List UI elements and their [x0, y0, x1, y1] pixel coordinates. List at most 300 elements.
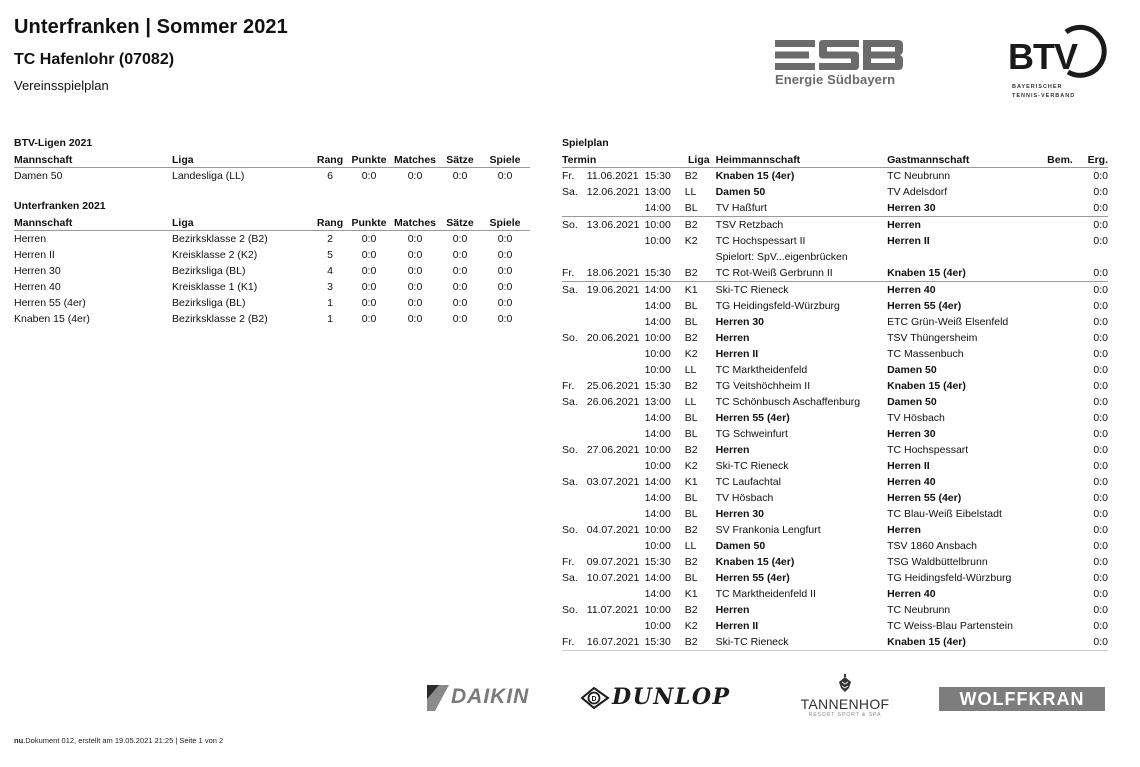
cell-home-team: Herren II: [715, 620, 759, 632]
esb-letter-e-icon: [775, 40, 815, 70]
table-row: [14, 311, 530, 327]
cell-league: B2: [684, 267, 698, 279]
cell-home-team: Damen 50: [715, 540, 766, 552]
cell-result: 0:0: [1093, 348, 1108, 360]
cell-date: 27.06.2021: [586, 444, 640, 456]
cell-date: 13.06.2021: [587, 217, 645, 234]
cell-league: BL: [684, 300, 698, 312]
cell-date: [587, 426, 645, 442]
col-header-league: Liga: [682, 152, 710, 168]
cell-home-team: TC Schönbusch Aschaffenburg: [715, 396, 861, 408]
cell-time: 15:30: [644, 170, 671, 182]
cell-time: 14:00: [645, 282, 682, 299]
cell-team: Herren 55 (4er): [14, 297, 86, 309]
cell-note: [1032, 410, 1073, 426]
cell-games: 0:0: [497, 170, 513, 182]
cell-result: 0:0: [1093, 460, 1108, 472]
cell-home-team: Damen 50: [715, 186, 766, 198]
col-header-league: Liga: [172, 152, 312, 168]
cell-result: 0:0: [1093, 300, 1108, 312]
cell-date: [587, 618, 645, 634]
cell-time: 14:00: [644, 572, 671, 584]
cell-result: 0:0: [1093, 604, 1108, 616]
cell-time: 10:00: [644, 444, 671, 456]
cell-points: 0:0: [361, 233, 377, 245]
cell-date: 11.07.2021: [586, 604, 639, 616]
cell-time: [645, 249, 682, 265]
cell-games: 0:0: [497, 233, 513, 245]
cell-league: K1: [684, 588, 698, 600]
cell-games: 0:0: [497, 265, 513, 277]
cell-rank: 2: [327, 233, 333, 245]
cell-note: [1032, 458, 1073, 474]
cell-time: 14:00: [644, 412, 671, 424]
table-row: [14, 231, 530, 248]
cell-guest-team: Herren 55 (4er): [887, 300, 962, 312]
table-row: [14, 263, 530, 279]
cell-time: 10:00: [645, 217, 682, 234]
col-header-team: Mannschaft: [14, 152, 172, 168]
cell-date: [587, 200, 645, 217]
schedule-row: [562, 282, 1108, 299]
cell-guest-team: TC Neubrunn: [887, 170, 951, 182]
table-row: [14, 295, 530, 311]
cell-note: [1032, 442, 1073, 458]
cell-league: K2: [684, 348, 698, 360]
footer: [14, 736, 223, 745]
cell-note: [1032, 249, 1073, 265]
cell-matches: 0:0: [407, 281, 423, 293]
cell-league: LL: [684, 396, 697, 408]
cell-guest-team: Damen 50: [887, 396, 937, 408]
tannenhof-logo-subtitle: RESORT SPORT & SPA: [808, 712, 882, 718]
cell-guest-team: Herren: [887, 524, 921, 536]
cell-time: 10:00: [644, 604, 671, 616]
schedule-row: [562, 490, 1108, 506]
cell-result: 0:0: [1093, 412, 1108, 424]
cell-games: 0:0: [497, 249, 513, 261]
cell-date: 09.07.2021: [586, 556, 640, 568]
cell-result: 0:0: [1093, 556, 1108, 568]
schedule-row: [562, 634, 1108, 651]
table-row: [14, 168, 530, 185]
cell-guest-team: TSV Thüngersheim: [887, 332, 978, 344]
cell-sets: 0:0: [452, 249, 468, 261]
cell-home-team: Ski-TC Rieneck: [710, 634, 888, 651]
cell-time: 14:00: [644, 316, 671, 328]
col-header-sets: Sätze: [440, 215, 480, 231]
cell-league: B2: [684, 604, 698, 616]
cell-guest-team: TC Massenbuch: [887, 348, 964, 360]
cell-result: 0:0: [1093, 444, 1108, 456]
cell-points: 0:0: [361, 170, 377, 182]
cell-time: 15:30: [645, 634, 682, 651]
cell-league: K2: [684, 620, 698, 632]
cell-date: [587, 314, 645, 330]
cell-weekday: So.: [562, 444, 578, 456]
esb-logo-mark: [775, 40, 905, 70]
cell-guest-team: Herren 40: [887, 476, 936, 488]
cell-time: 10:00: [644, 524, 671, 536]
cell-time: 10:00: [644, 460, 671, 472]
cell-home-team: Spielort: SpV...eigenbrücken: [715, 251, 848, 263]
cell-result: 0:0: [1093, 572, 1108, 584]
cell-league: B2: [682, 217, 710, 234]
cell-rank: 1: [327, 297, 333, 309]
col-header-guest: Gastmannschaft: [887, 152, 1031, 168]
cell-guest-team: TV Adelsdorf: [887, 186, 948, 198]
cell-home-team: TV Haßfurt: [715, 202, 767, 214]
cell-note: [1032, 378, 1073, 394]
btv-logo-letters: BTV: [1008, 36, 1077, 77]
document-type: Vereinsspielplan: [14, 78, 109, 93]
cell-result: 0:0: [1093, 540, 1108, 552]
cell-result: 0:0: [1093, 186, 1108, 198]
cell-league: BL: [684, 572, 698, 584]
cell-guest-team: TC Neubrunn: [887, 604, 951, 616]
cell-note: [1032, 490, 1073, 506]
cell-time: 14:00: [644, 508, 671, 520]
schedule-row: [562, 538, 1108, 554]
cell-weekday: So.: [562, 604, 578, 616]
cell-league: B2: [682, 634, 710, 651]
col-header-rank: Rang: [312, 215, 348, 231]
cell-guest-team: Herren 30: [887, 202, 936, 214]
cell-home-team: TC Hochspessart II: [715, 235, 806, 247]
cell-note: [1032, 217, 1073, 234]
schedule-row: [562, 474, 1108, 490]
cell-date: 16.07.2021: [587, 634, 645, 651]
cell-home-team: TC Laufachtal: [715, 476, 781, 488]
cell-time: 10:00: [644, 235, 671, 247]
cell-rank: 3: [327, 281, 333, 293]
cell-note: [1032, 570, 1073, 586]
schedule-row: [562, 233, 1108, 249]
cell-weekday: [562, 506, 587, 522]
cell-guest-team: TSV 1860 Ansbach: [887, 540, 977, 552]
tannenhof-logo-text: TANNENHOF: [800, 696, 890, 712]
btv-logo-line2: TENNIS-VERBAND: [1012, 93, 1076, 99]
cell-note: [1032, 200, 1073, 217]
cell-home-team: Herren 30: [715, 316, 765, 328]
cell-home-team: Herren: [715, 604, 750, 616]
cell-weekday: Fr.: [562, 267, 575, 279]
cell-weekday: [562, 200, 587, 217]
btv-leagues-title: BTV-Ligen 2021: [14, 137, 93, 149]
cell-games: 0:0: [497, 313, 513, 325]
cell-points: 0:0: [361, 281, 377, 293]
cell-result: 0:0: [1093, 492, 1108, 504]
cell-note: [1032, 265, 1073, 282]
cell-time: 15:30: [644, 556, 671, 568]
cell-time: 10:00: [644, 540, 671, 552]
cell-time: 13:00: [644, 186, 671, 198]
daikin-logo-text: DAIKIN: [451, 685, 530, 708]
cell-home-team: Herren 55 (4er): [715, 412, 790, 424]
schedule-row: [562, 184, 1108, 200]
cell-result: 0:0: [1093, 170, 1108, 182]
cell-home-team: Herren: [715, 444, 750, 456]
cell-note: [1032, 394, 1073, 410]
cell-note: [1032, 168, 1073, 185]
cell-league: Bezirksklasse 2 (B2): [172, 313, 268, 325]
cell-league: LL: [684, 364, 697, 376]
cell-home-team: SV Frankonia Lengfurt: [715, 524, 821, 536]
cell-matches: 0:0: [407, 313, 423, 325]
cell-points: 0:0: [361, 313, 377, 325]
cell-sets: 0:0: [452, 281, 468, 293]
cell-weekday: [562, 538, 587, 554]
cell-note: [1032, 233, 1073, 249]
cell-time: 14:00: [644, 476, 671, 488]
cell-weekday: So.: [562, 524, 578, 536]
schedule-row: [562, 554, 1108, 570]
cell-league: B2: [684, 380, 698, 392]
cell-date: 04.07.2021: [586, 524, 640, 536]
cell-date: 20.06.2021: [586, 332, 640, 344]
cell-date: [587, 362, 645, 378]
cell-home-team: TG Veitshöchheim II: [715, 380, 811, 392]
cell-league: B2: [684, 444, 698, 456]
cell-time: 10:00: [644, 332, 671, 344]
cell-home-team: TC Marktheidenfeld: [715, 364, 808, 376]
cell-note: [1032, 426, 1073, 442]
cell-home-team: Herren II: [715, 348, 759, 360]
schedule-row: [562, 458, 1108, 474]
cell-matches: 0:0: [407, 233, 423, 245]
cell-league: B2: [684, 332, 698, 344]
col-header-points: Punkte: [348, 215, 390, 231]
cell-result: 0:0: [1093, 508, 1108, 520]
cell-weekday: [562, 410, 587, 426]
cell-matches: 0:0: [407, 265, 423, 277]
cell-result: 0:0: [1093, 202, 1108, 214]
esb-letter-b-icon: [863, 40, 903, 70]
cell-time: 14:00: [644, 300, 671, 312]
schedule-row: [562, 522, 1108, 538]
cell-points: 0:0: [361, 265, 377, 277]
cell-guest-team: Herren 40: [887, 282, 1031, 299]
schedule-row: [562, 265, 1108, 282]
schedule-row: [562, 217, 1108, 234]
svg-text:D: D: [591, 696, 597, 703]
cell-league: K1: [684, 476, 698, 488]
pinecone-icon: [838, 674, 852, 692]
table-header-row: [14, 215, 530, 231]
cell-sets: 0:0: [452, 265, 468, 277]
cell-team: Damen 50: [14, 170, 63, 182]
cell-weekday: [562, 346, 587, 362]
cell-result: 0:0: [1073, 217, 1108, 234]
cell-date: [587, 458, 645, 474]
cell-guest-team: Herren II: [887, 235, 930, 247]
cell-league: Bezirksliga (BL): [172, 265, 246, 277]
cell-rank: 4: [327, 265, 333, 277]
col-header-games: Spiele: [480, 215, 530, 231]
col-header-result: Erg.: [1073, 152, 1108, 168]
cell-weekday: [562, 298, 587, 314]
cell-result: 0:0: [1093, 588, 1108, 600]
cell-weekday: [562, 586, 587, 602]
cell-weekday: Fr.: [562, 634, 587, 651]
cell-guest-team: Knaben 15 (4er): [887, 380, 966, 392]
unterfranken-table: [14, 215, 530, 327]
cell-weekday: So.: [562, 217, 587, 234]
cell-rank: 1: [327, 313, 333, 325]
cell-note: [1032, 330, 1073, 346]
cell-league: BL: [684, 202, 698, 214]
cell-date: [587, 506, 645, 522]
cell-games: 0:0: [497, 297, 513, 309]
cell-result: 0:0: [1073, 282, 1108, 299]
cell-league: BL: [684, 428, 698, 440]
cell-league: LL: [684, 540, 697, 552]
cell-home-team: TG Schweinfurt: [715, 428, 788, 440]
cell-note: [1032, 554, 1073, 570]
cell-guest-team: TV Hösbach: [887, 412, 945, 424]
cell-result: 0:0: [1093, 316, 1108, 328]
cell-matches: 0:0: [407, 297, 423, 309]
cell-league: K1: [682, 282, 710, 299]
cell-guest-team: TC Weiss-Blau Partenstein: [887, 620, 1013, 632]
cell-guest-team: TC Blau-Weiß Eibelstadt: [887, 508, 1002, 520]
schedule-row: [562, 249, 1108, 265]
cell-date: 19.06.2021: [587, 282, 645, 299]
cell-time: 15:30: [644, 380, 671, 392]
cell-weekday: [562, 362, 587, 378]
cell-sets: 0:0: [452, 313, 468, 325]
cell-time: 10:00: [644, 348, 671, 360]
cell-note: [1032, 634, 1073, 651]
btv-ring-icon: [1056, 22, 1112, 80]
cell-weekday: [562, 233, 587, 249]
cell-date: [587, 490, 645, 506]
cell-guest-team: Herren 55 (4er): [887, 492, 962, 504]
cell-guest-team: Damen 50: [887, 364, 937, 376]
col-header-matches: Matches: [390, 215, 440, 231]
cell-rank: 5: [327, 249, 333, 261]
cell-note: [1032, 474, 1073, 490]
cell-home-team: Ski-TC Rieneck: [710, 282, 888, 299]
cell-date: 10.07.2021: [586, 572, 640, 584]
cell-time: 10:00: [644, 364, 671, 376]
cell-result: 0:0: [1093, 235, 1108, 247]
cell-guest-team: ETC Grün-Weiß Elsenfeld: [887, 316, 1009, 328]
cell-league: BL: [684, 316, 698, 328]
schedule-row: [562, 314, 1108, 330]
cell-league: LL: [684, 186, 697, 198]
cell-guest-team: Herren 30: [887, 428, 936, 440]
cell-home-team: Knaben 15 (4er): [715, 170, 795, 182]
schedule-row: [562, 330, 1108, 346]
cell-result: [1073, 249, 1108, 265]
cell-time: 15:30: [644, 267, 671, 279]
cell-note: [1032, 298, 1073, 314]
schedule-row: [562, 410, 1108, 426]
cell-date: 18.06.2021: [586, 267, 640, 279]
dunlop-flying-d-icon: [580, 686, 610, 710]
col-header-points: Punkte: [348, 152, 390, 168]
cell-date: 11.06.2021: [586, 170, 639, 182]
schedule-table: [562, 152, 1108, 651]
cell-weekday: Fr.: [562, 380, 575, 392]
cell-league: B2: [684, 556, 698, 568]
cell-league: Bezirksliga (BL): [172, 297, 246, 309]
cell-weekday: Sa.: [562, 282, 587, 299]
schedule-row: [562, 586, 1108, 602]
cell-time: 14:00: [644, 588, 671, 600]
cell-league: K2: [684, 235, 698, 247]
cell-result: 0:0: [1093, 476, 1108, 488]
cell-sets: 0:0: [452, 170, 468, 182]
cell-league: Bezirksklasse 2 (B2): [172, 233, 268, 245]
cell-guest-team: [887, 249, 1031, 265]
cell-home-team: TV Hösbach: [715, 492, 774, 504]
schedule-row: [562, 618, 1108, 634]
cell-home-team: Knaben 15 (4er): [715, 556, 795, 568]
cell-note: [1032, 522, 1073, 538]
cell-date: 03.07.2021: [586, 476, 640, 488]
cell-league: BL: [684, 412, 698, 424]
cell-guest-team: Herren II: [887, 460, 930, 472]
cell-guest-team: TSG Waldbüttelbrunn: [887, 556, 988, 568]
cell-weekday: Sa.: [562, 476, 578, 488]
dunlop-logo: [580, 684, 750, 712]
cell-weekday: Sa.: [562, 396, 578, 408]
esb-letter-s-icon: [819, 40, 859, 70]
cell-home-team: TG Heidingsfeld-Würzburg: [715, 300, 840, 312]
cell-home-team: TC Marktheidenfeld II: [715, 588, 816, 600]
wolffkran-logo: WOLFFKRAN: [939, 687, 1105, 711]
cell-time: 14:00: [644, 428, 671, 440]
cell-weekday: Fr.: [562, 170, 575, 182]
cell-result: 0:0: [1093, 380, 1108, 392]
cell-matches: 0:0: [407, 249, 423, 261]
cell-result: 0:0: [1093, 267, 1108, 279]
col-header-date: Termin: [562, 152, 682, 168]
cell-date: [587, 298, 645, 314]
schedule-title: Spielplan: [562, 137, 609, 149]
cell-time: 14:00: [644, 202, 671, 214]
cell-weekday: [562, 618, 587, 634]
cell-time: 14:00: [644, 492, 671, 504]
col-header-matches: Matches: [390, 152, 440, 168]
cell-note: [1032, 184, 1073, 200]
cell-sets: 0:0: [452, 297, 468, 309]
esb-logo: [775, 40, 905, 94]
btv-leagues-table: [14, 152, 530, 184]
cell-result: 0:0: [1093, 620, 1108, 632]
table-row: [14, 279, 530, 295]
cell-team: Herren II: [14, 249, 55, 261]
daikin-triangle-icon: [423, 685, 449, 711]
col-header-games: Spiele: [480, 152, 530, 168]
col-header-note: Bem.: [1032, 152, 1073, 168]
cell-date: [587, 586, 645, 602]
cell-time: 13:00: [644, 396, 671, 408]
page-title: Unterfranken | Sommer 2021: [14, 16, 288, 38]
table-row: [14, 247, 530, 263]
schedule-row: [562, 168, 1108, 185]
cell-time: 10:00: [644, 620, 671, 632]
tannenhof-logo: [793, 674, 897, 724]
cell-league: K2: [684, 460, 698, 472]
cell-home-team: Herren 55 (4er): [715, 572, 790, 584]
table-header-row: [14, 152, 530, 168]
cell-guest-team: TG Heidingsfeld-Würzburg: [887, 572, 1012, 584]
col-header-rank: Rang: [312, 152, 348, 168]
cell-weekday: [562, 249, 587, 265]
